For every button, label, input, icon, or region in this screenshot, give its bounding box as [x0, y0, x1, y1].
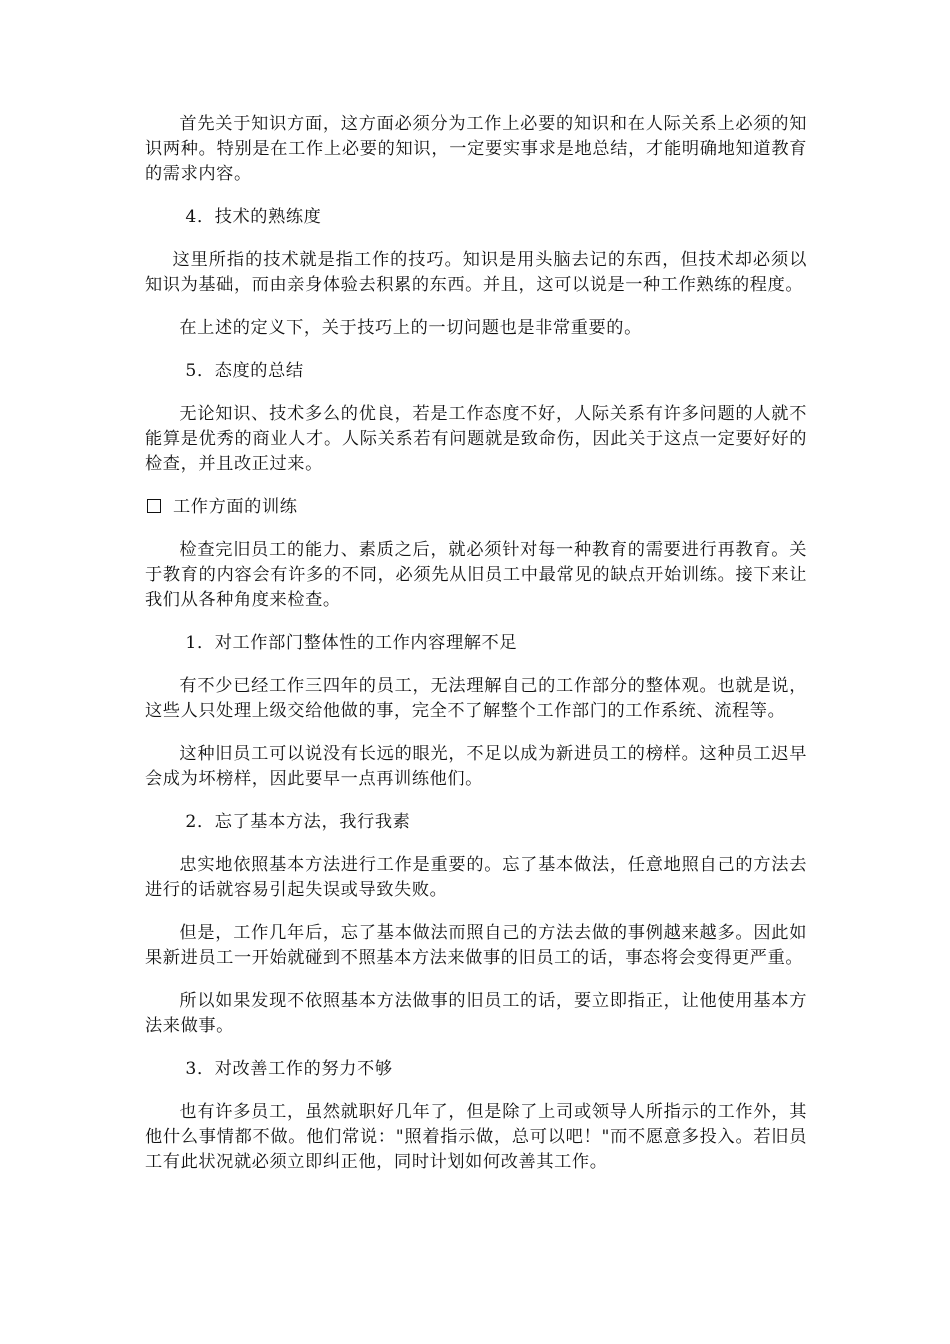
paragraph-skill-definition: 这里所指的技术就是指工作的技巧。知识是用头脑去记的东西，但技术却必须以知识为基础，而由亲身体验去积累的东西。并且，这可以说是一种工作熟练的程度。 [145, 250, 807, 295]
paragraph-knowledge: 首先关于知识方面，这方面必须分为工作上必要的知识和在人际关系上必须的知识两种。特别是在工作上必要的知识，一定要实事求是地总结，才能明确地知道教育的需求内容。 [145, 114, 807, 184]
heading-attitude-summary: 5．态度的总结 [185, 361, 304, 381]
heading-forgot-basics: 2．忘了基本方法，我行我素 [185, 812, 411, 832]
heading-skill-proficiency: 4．技术的熟练度 [185, 207, 322, 227]
paragraph-correct-immediately: 所以如果发现不依照基本方法做事的旧员工的话，要立即指正，让他使用基本方法来做事。 [145, 991, 807, 1036]
document-page [145, 112, 807, 1193]
paragraph-skill-importance: 在上述的定义下，关于技巧上的一切问题也是非常重要的。 [179, 318, 642, 338]
heading-improvement-effort: 3．对改善工作的努力不够 [185, 1059, 393, 1079]
section-work-training [145, 495, 807, 520]
heading-understanding-lacking: 1．对工作部门整体性的工作内容理解不足 [185, 633, 518, 653]
paragraph-overall-view: 有不少已经工作三四年的员工，无法理解自己的工作部分的整体观。也就是说，这些人只处理上级交给他做的事，完全不了解整个工作部门的工作系统、流程等。 [145, 676, 807, 721]
paragraph-basic-method: 忠实地依照基本方法进行工作是重要的。忘了基本做法，任意地照自己的方法去进行的话就容易引起失误或导致失败。 [145, 855, 807, 900]
section-title: 工作方面的训练 [173, 497, 298, 517]
paragraph-after-years: 但是，工作几年后，忘了基本做法而照自己的方法去做的事例越来越多。因此如果新进员工一开始就碰到不照基本方法来做事的旧员工的话，事态将会变得更严重。 [145, 923, 807, 968]
paragraph-no-initiative: 也有许多员工，虽然就职好几年了，但是除了上司或领导人所指示的工作外，其他什么事情都不做。他们常说："照着指示做，总可以吧！"而不愿意多投入。若旧员工有此状况就必须立即纠正他，同时计划如何改善其工作。 [145, 1102, 807, 1172]
paragraph-attitude: 无论知识、技术多么的优良，若是工作态度不好，人际关系有许多问题的人就不能算是优秀的商业人才。人际关系若有问题就是致命伤，因此关于这点一定要好好的检查，并且改正过来。 [145, 404, 807, 474]
paragraph-retraining: 检查完旧员工的能力、素质之后，就必须针对每一种教育的需要进行再教育。关于教育的内容会有许多的不同，必须先从旧员工中最常见的缺点开始训练。接下来让我们从各种角度来检查。 [145, 540, 807, 610]
checkbox-bullet-icon [147, 499, 161, 513]
paragraph-bad-example: 这种旧员工可以说没有长远的眼光，不足以成为新进员工的榜样。这种员工迟早会成为坏榜样，因此要早一点再训练他们。 [145, 744, 807, 789]
